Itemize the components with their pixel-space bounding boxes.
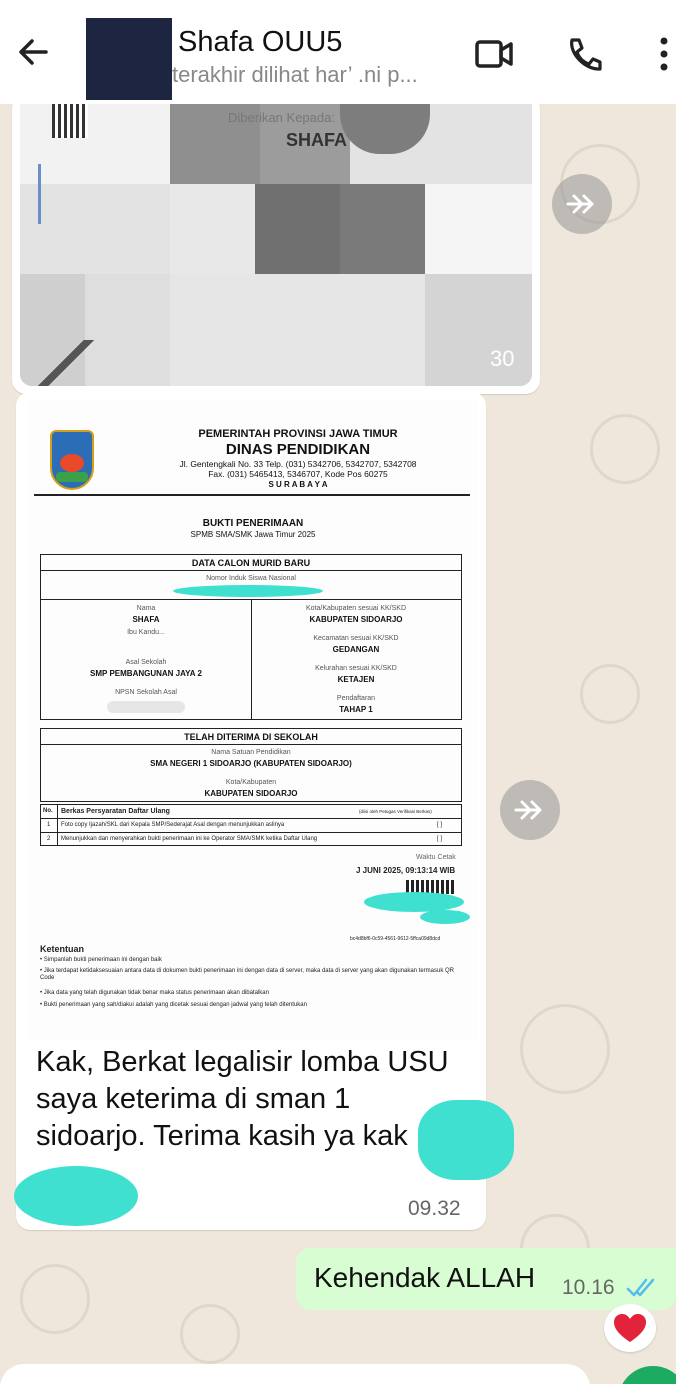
kota2-label: Kota/Kabupaten (225, 779, 277, 786)
forward-icon (500, 780, 560, 840)
certificate-partial-number: 30 (490, 346, 515, 371)
student-data-box (40, 554, 462, 720)
ketentuan-3: • Jika data yang telah digunakan tidak benar maka status penerimaan akan dibatalkan (40, 990, 269, 996)
section-school-title: TELAH DITERIMA DI SEKOLAH (184, 732, 318, 742)
incoming-message-time: 09.32 (408, 1197, 461, 1220)
more-options-icon[interactable] (640, 32, 670, 76)
ketentuan-1: • Simpanlah bukti penerimaan ini dengan baik (40, 957, 162, 963)
print-time-value: J JUNI 2025, 09:13:14 WIB (356, 866, 456, 875)
table-row-1-check: [ ] (437, 822, 443, 828)
table-col-no: No. (43, 808, 53, 814)
kota-value: KABUPATEN SIDOARJO (309, 615, 403, 624)
forward-button[interactable] (552, 174, 612, 234)
requirements-table (40, 804, 462, 846)
reaction-badge[interactable] (604, 1304, 656, 1352)
asal-label: Asal Sekolah (125, 659, 167, 666)
certificate-image[interactable] (20, 104, 532, 386)
outgoing-message-time: 10.16 (562, 1276, 615, 1299)
contact-avatar[interactable] (86, 18, 172, 100)
acceptance-document-image[interactable] (28, 400, 478, 1040)
redaction-mark (14, 1166, 138, 1226)
outgoing-message-text: Kehendak ALLAH (314, 1262, 536, 1293)
table-col-note: (diisi oleh Petugas Verifikasi Berkas) (359, 809, 432, 814)
pendaftaran-label: Pendaftaran (336, 695, 376, 702)
forward-icon (552, 174, 612, 234)
pendaftaran-value: TAHAP 1 (339, 705, 373, 714)
asal-value: SMP PEMBANGUNAN JAYA 2 (90, 669, 202, 678)
doc-city: S U R A B A Y A (268, 480, 328, 489)
ibu-label: Ibu Kandu... (127, 629, 165, 636)
contact-name[interactable]: Shafa OUU5 (178, 26, 343, 58)
ketentuan-heading: Ketentuan (40, 944, 85, 954)
doc-subtitle: SPMB SMA/SMK Jawa Timur 2025 (190, 530, 316, 539)
ketentuan-4: • Bukti penerimaan yang sah/diakui adalah yang dicetak sesuai dengan jadwal yang telah ditentukan (40, 1002, 307, 1008)
table-row-2: Menunjukkan dan menyerahkan bukti penerimaan ini ke Operator SMA/SMK ketika Daftar Ulang (61, 836, 318, 842)
table-row-1-no: 1 (47, 822, 51, 828)
redaction-mark (420, 910, 470, 924)
doc-title: BUKTI PENERIMAAN (202, 518, 304, 529)
kecamatan-label: Kecamatan sesuai KK/SKD (313, 635, 399, 642)
voice-call-icon[interactable] (562, 32, 606, 76)
back-arrow-icon[interactable] (12, 30, 56, 74)
table-row-1: Foto copy Ijazah/SKL dari Kepala SMP/Sederajat Asal dengan menunjukkan aslinya (61, 822, 285, 828)
video-call-icon[interactable] (472, 32, 516, 76)
satuan-value: SMA NEGERI 1 SIDOARJO (KABUPATEN SIDOARJO) (150, 759, 352, 768)
redaction-mark (418, 1100, 514, 1180)
jatim-emblem-icon (50, 430, 94, 490)
contact-status: terakhir dilihat har’ .ni p... (172, 62, 418, 87)
ketentuan-2: • Jika terdapat ketidaksesuaian antara data di dokumen bukti penerimaan ini dengan data di server, maka data di server yang akan digunakan termasuk QR Code (40, 968, 455, 981)
doc-hash: bc4d8bf6-0c59-4561-9612-5ffca09d8dcd (350, 936, 441, 942)
section-student-title: DATA CALON MURID BARU (191, 558, 311, 568)
table-row-2-no: 2 (47, 836, 51, 842)
heart-icon (604, 1304, 656, 1352)
table-row-2-check: [ ] (437, 836, 443, 842)
nama-label: Nama (136, 605, 156, 612)
nama-value: SHAFA (132, 615, 160, 624)
table-col-berkas: Berkas Persyaratan Daftar Ulang (61, 808, 170, 815)
forward-button[interactable] (500, 780, 560, 840)
outgoing-message-bubble[interactable] (296, 1248, 676, 1310)
doc-address-1: Jl. Gentengkali No. 33 Telp. (031) 5342706, 5342707, 5342708 (179, 459, 417, 469)
doc-gov-heading: PEMERINTAH PROVINSI JAWA TIMUR (198, 428, 398, 440)
redaction-mark (364, 892, 464, 912)
certificate-label: Diberikan Kepada: (228, 110, 335, 125)
doc-address-2: Fax. (031) 5465413, 5346707, Kode Pos 60275 (208, 469, 388, 479)
read-double-check-icon (626, 1276, 660, 1300)
chat-header (0, 0, 676, 104)
certificate-name: SHAFA (286, 130, 348, 150)
kota-label: Kota/Kabupaten sesuai KK/SKD (305, 605, 406, 612)
print-time-label: Waktu Cetak (416, 854, 456, 861)
kelurahan-value: KETAJEN (337, 675, 375, 684)
kelurahan-label: Kelurahan sesuai KK/SKD (315, 665, 397, 672)
incoming-message-text: Kak, Berkat legalisir lomba USU saya keterima di sman 1 sidoarjo. Terima kasih ya kak (36, 1046, 449, 1152)
kecamatan-value: GEDANGAN (332, 645, 380, 654)
redaction-mark (173, 585, 323, 597)
accepted-school-box (40, 728, 462, 802)
kota2-value: KABUPATEN SIDOARJO (204, 789, 298, 798)
message-input-bar[interactable] (0, 1364, 590, 1384)
doc-dept-heading: DINAS PENDIDIKAN (225, 441, 371, 458)
qr-code-icon (52, 104, 88, 138)
nisn-label: Nomor Induk Siswa Nasional (206, 575, 296, 582)
satuan-label: Nama Satuan Pendidikan (211, 749, 291, 756)
npsn-label: NPSN Sekolah Asal (115, 689, 177, 696)
